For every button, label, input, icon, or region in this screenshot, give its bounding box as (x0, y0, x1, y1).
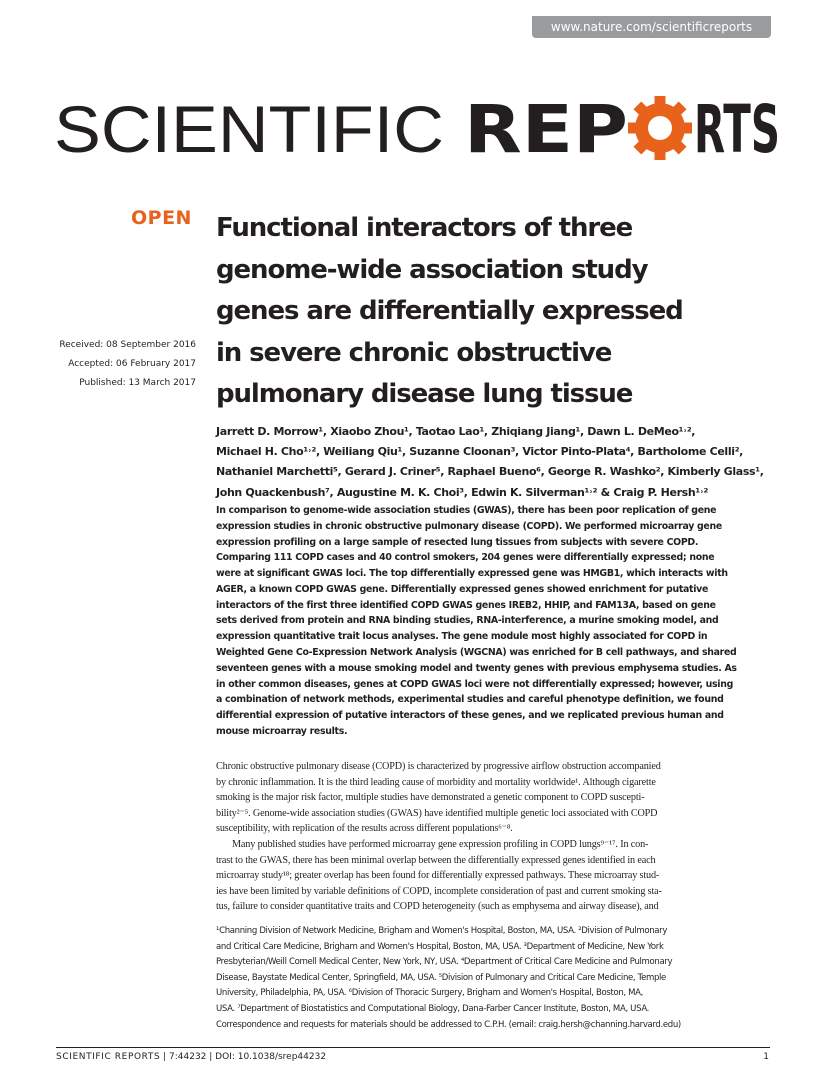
title-line: pulmonary disease lung tissue (216, 379, 633, 409)
affiliation-line: Disease, Baystate Medical Center, Springfield, MA, USA. ⁵Division of Pulmonary and Critical Care Medicine, Temple (216, 972, 666, 983)
abstract-line: seventeen genes with a mouse smoking model and twenty genes with previous emphysema studies. As (216, 662, 737, 674)
masthead-light-text: SCIENTIFIC (54, 92, 445, 166)
received-date: Received: 08 September 2016 (59, 340, 196, 350)
author-line: Michael H. Cho¹˒², Weiliang Qiu¹, Suzanne Cloonan³, Victor Pinto-Plata⁴, Bartholome Celli², (216, 445, 743, 459)
body-line: ies have been limited by variable definitions of COPD, incomplete consideration of past and current smoking sta- (216, 885, 662, 897)
title-line: in severe chronic obstructive (216, 337, 612, 368)
abstract (216, 503, 778, 740)
masthead-bold-text-1: REP (464, 91, 628, 168)
footer-journal-name: SCIENTIFIC REPORTS (56, 1052, 161, 1062)
abstract-line: expression profiling on a large sample of resected lung tissues from subjects with severe COPD. (216, 536, 699, 548)
abstract-line: interactors of the first three identified COPD GWAS genes IREB2, HHIP, and FAM13A, based on gene (216, 599, 716, 611)
body-line: bility²⁻⁵. Genome-wide association studies (GWAS) have identified multiple genetic loci associated with COPD (216, 807, 658, 819)
footer-divider (56, 1047, 770, 1048)
author-line: Jarrett D. Morrow¹, Xiaobo Zhou¹, Taotao Lao¹, Zhiqiang Jiang¹, Dawn L. DeMeo¹˒², (216, 425, 696, 438)
article-dates (40, 336, 196, 393)
affiliation-line: and Critical Care Medicine, Brigham and Women's Hospital, Boston, MA, USA. ³Department of Medicine, New York (216, 941, 664, 952)
abstract-line: expression studies in chronic obstructive pulmonary disease (COPD). We performed microarray gene (216, 520, 722, 532)
body-line: by chronic inflammation. It is the third leading cause of morbidity and mortality worldwide¹. Although cigarette (216, 776, 656, 788)
body-line: tus, failure to consider quantitative traits and COPD heterogeneity (such as emphysema and airway disease), and (216, 901, 659, 913)
masthead-gear-icon (628, 96, 692, 160)
body-line: smoking is the major risk factor, multiple studies have demonstrated a genetic component to COPD suscepti- (216, 792, 645, 804)
abstract-line: sets derived from protein and RNA binding studies, RNA-interference, a murine smoking model, and (216, 615, 719, 627)
published-date: Published: 13 March 2017 (79, 378, 196, 388)
abstract-line: a combination of network methods, experimental studies and careful phenotype definition, we found (216, 694, 724, 706)
abstract-line: AGER, a known COPD GWAS gene. Differentially expressed genes showed enrichment for putative (216, 583, 709, 595)
abstract-line: in other common diseases, genes at COPD GWAS loci were not differentially expressed; however, using (216, 678, 734, 690)
abstract-line: Weighted Gene Co-Expression Network Analysis (WGCNA) was enriched for B cell pathways, and shared (216, 647, 737, 659)
affiliations (216, 924, 778, 1033)
footer-citation (56, 1052, 326, 1062)
article-title (216, 208, 776, 416)
footer-doi: | 7:44232 | DOI: 10.1038/srep44232 (160, 1052, 327, 1062)
affiliation-line: USA. ⁷Department of Biostatistics and Computational Biology, Dana-Farber Cancer Institute, Boston, MA, USA. (216, 1003, 650, 1014)
abstract-line: differential expression of putative interactors of these genes, and we replicated previous human and (216, 710, 724, 722)
body-line: Many published studies have performed microarray gene expression profiling in COPD lungs⁹⁻¹⁷. In con- (232, 838, 649, 850)
affiliation-line: University, Philadelphia, PA, USA. ⁶Division of Thoracic Surgery, Brigham and Women's Hospital, Boston, MA, (216, 988, 644, 999)
page-number: 1 (763, 1052, 769, 1062)
author-list (216, 422, 776, 503)
abstract-line: were at significant GWAS loci. The top differentially expressed gene was HMGB1, which interacts with (216, 568, 728, 580)
accepted-date: Accepted: 06 February 2017 (68, 359, 196, 369)
abstract-line: In comparison to genome-wide association studies (GWAS), there has been poor replication of gene (216, 505, 717, 516)
open-access-label: OPEN (131, 207, 192, 229)
author-line: Nathaniel Marchetti⁵, Gerard J. Criner⁵, Raphael Bueno⁶, George R. Washko², Kimberly Glass¹, (216, 465, 764, 479)
author-line: John Quackenbush⁷, Augustine M. K. Choi³, Edwin K. Silverman¹˒² & Craig P. Hersh¹˒² (216, 485, 708, 499)
affiliation-line: Presbyterian/Weill Cornell Medical Center, New York, NY, USA. ⁴Department of Critical Care Medicine and Pulmonary (216, 957, 673, 968)
title-line: genome-wide association study (216, 254, 648, 285)
abstract-line: mouse microarray results. (216, 725, 348, 737)
body-line: trast to the GWAS, there has been minimal overlap between the differentially expressed genes identified in each (216, 854, 656, 866)
body-line: susceptibility, with replication of the results across different populations⁶⁻⁸. (216, 823, 513, 835)
body-line: microarray study¹⁸; greater overlap has been found for differentially expressed pathways. These microarray stud- (216, 870, 660, 882)
title-line: genes are differentially expressed (216, 296, 683, 326)
abstract-line: Comparing 111 COPD cases and 40 control smokers, 204 genes were differentially expressed; none (216, 552, 715, 564)
abstract-line: expression quantitative trait locus analyses. The gene module most highly associated for COPD in (216, 631, 708, 643)
affiliation-line: ¹Channing Division of Network Medicine, Brigham and Women's Hospital, Boston, MA, USA. ²Division of Pulmonary (216, 926, 668, 936)
body-text (216, 759, 778, 915)
masthead-bold-text-2: RTS (694, 91, 780, 168)
body-line: Chronic obstructive pulmonary disease (COPD) is characterized by progressive airflow obstruction accompanied (216, 761, 661, 772)
correspondence-line: Correspondence and requests for materials should be addressed to C.P.H. (email: craig.hersh@channing.harvard.edu) (216, 1019, 681, 1030)
journal-masthead-logo (52, 90, 782, 170)
title-line: Functional interactors of three (216, 213, 633, 243)
journal-url-badge[interactable]: www.nature.com/scientificreports (532, 16, 771, 38)
